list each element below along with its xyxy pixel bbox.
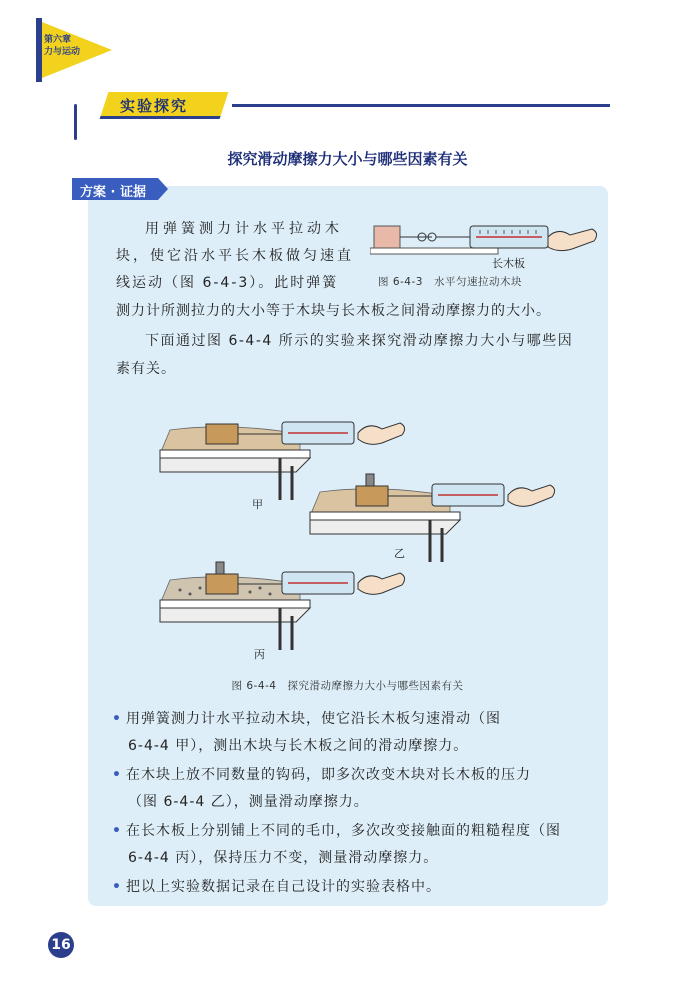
wood-block — [374, 226, 400, 248]
hand — [548, 229, 597, 251]
intro-line-2: 块，使它沿水平长木板做匀速直 — [116, 248, 354, 264]
bullet-1-line-2: 6-4-4 甲），测出木块与长木板之间的滑动摩擦力。 — [128, 738, 469, 754]
figure-label-c: 丙 — [254, 648, 265, 661]
page-number: 16 — [48, 932, 74, 958]
section-rule-horizontal — [232, 104, 610, 107]
intro-line-5: 下面通过图 6-4-4 所示的实验来探究滑动摩擦力大小与哪些因 — [145, 333, 574, 349]
figure-643-caption: 图 6-4-3 水平匀速拉动木块 — [378, 276, 522, 288]
intro-line-3: 线运动（图 6-4-3）。此时弹簧 — [116, 275, 339, 291]
bullet-dot: • — [112, 767, 122, 783]
bullet-item-1 — [112, 706, 592, 760]
figure-label-a: 甲 — [252, 498, 263, 511]
bullet-1-line-1: 用弹簧测力计水平拉动木块，使它沿长木板匀速滑动（图 — [125, 711, 501, 727]
intro-line-6: 素有关。 — [116, 361, 176, 377]
chapter-label — [44, 34, 104, 58]
intro-line-1: 用弹簧测力计水平拉动木 — [145, 221, 343, 237]
panel-tag-text: 方案 · 证据 — [80, 185, 146, 200]
setup-b — [310, 474, 555, 562]
bullet-dot: • — [112, 711, 122, 727]
intro-line-4: 测力计所测拉力的大小等于木块与长木板之间滑动摩擦力的大小。 — [116, 303, 551, 319]
section-rule-vertical — [74, 104, 77, 140]
chapter-number: 第六章 — [44, 35, 72, 45]
section-badge-text: 实验探究 — [120, 97, 189, 115]
bullet-item-3 — [112, 818, 592, 872]
bullet-2-line-2: （图 6-4-4 乙），测量滑动摩擦力。 — [128, 794, 369, 810]
figure-644-caption: 图 6-4-4 探究滑动摩擦力大小与哪些因素有关 — [231, 680, 464, 692]
bullet-item-4 — [112, 874, 592, 901]
figure-643-drawing — [370, 218, 605, 268]
section-badge — [104, 92, 232, 118]
setup-c — [160, 562, 405, 650]
bullet-item-2 — [112, 762, 592, 816]
panel-tag — [72, 178, 166, 200]
figure-644-drawing — [150, 410, 570, 660]
figure-label-b: 乙 — [394, 547, 405, 560]
bullet-dot: • — [112, 823, 122, 839]
bullet-3-line-2: 6-4-4 丙），保持压力不变，测量滑动摩擦力。 — [128, 850, 439, 866]
page-title: 探究滑动摩擦力大小与哪些因素有关 — [227, 150, 468, 168]
board-label: 长木板 — [492, 257, 525, 270]
chapter-title: 力与运动 — [44, 47, 81, 57]
bullet-4-line-1: 把以上实验数据记录在自己设计的实验表格中。 — [125, 879, 441, 895]
bullet-dot: • — [112, 879, 122, 895]
bullet-2-line-1: 在木块上放不同数量的钩码，即多次改变木块对长木板的压力 — [125, 767, 531, 783]
long-board — [370, 248, 498, 254]
bullet-3-line-1: 在长木板上分别铺上不同的毛巾，多次改变接触面的粗糙程度（图 — [125, 823, 561, 839]
